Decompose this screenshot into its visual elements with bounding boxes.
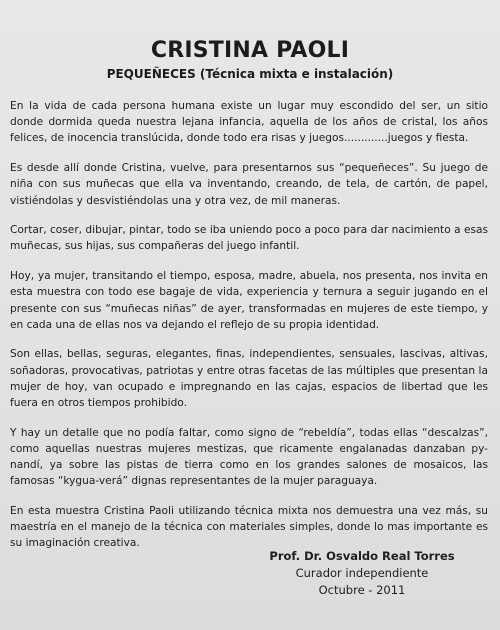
paragraph-7: En esta muestra Cristina Paoli utilizando técnica mixta nos demuestra una vez más, su maestría en el manejo de la técnica con materiales simples, donde lo mas importante es su imaginación creativa. xyxy=(10,505,488,550)
page-subtitle: PEQUEÑECES (Técnica mixta e instalación) xyxy=(106,67,394,81)
paragraph-2: Es desde allí donde Cristina, vuelve, para presentarnos sus “pequeñeces”. Su juego de niña con sus muñecas que ella va inventando, creando, de tela, de cartón, de papel, vistiéndolas y desvistiéndolas una y otra vez, de mil maneras. xyxy=(10,162,488,207)
signature-block xyxy=(252,548,472,599)
paragraph-5: Son ellas, bellas, seguras, elegantes, finas, independientes, sensuales, lascivas, altivas, soñadoras, provocativas, patriotas y entre otras facetas de las múltiples que presentan la mujer de hoy, van ocupado e impregnando en las cajas, espacios de libertad que les fuera en otros tiempos prohibido. xyxy=(10,348,488,410)
paragraph-1: En la vida de cada persona humana existe un lugar muy escondido del ser, un sitio donde dormida queda nuestra lejana infancia, aquella de los años de cristal, los años felices, de inocencia translúcida, donde todo era risas y juegos.............juegos y fiesta. xyxy=(10,100,488,145)
paragraph-4: Hoy, ya mujer, transitando el tiempo, esposa, madre, abuela, nos presenta, nos invita en esta muestra con todo ese bagaje de vida, experiencia y ternura a seguir jugando en el presente con sus “muñecas niñas” de ayer, transformadas en mujeres de este tiempo, y en cada una de ellas nos va dejando el reflejo de su propia identidad. xyxy=(10,270,488,331)
paragraph-6: Y hay un detalle que no podía faltar, como signo de “rebeldía”, todas ellas “descalzas”, como aquellas nuestras mujeres mestizas, que ricamente engalanadas danzaban py-nandí, ya sobre las pistas de tierra como en los grandes salones de mosaicos, las famosas “kygua-verá” dignas representantes de la mujer paraguaya. xyxy=(10,426,488,488)
paragraph-3: Cortar, coser, dibujar, pintar, todo se iba uniendo poco a poco para dar nacimiento a esas muñecas, sus hijas, sus compañeras del juego infantil. xyxy=(10,224,488,253)
signature-role: Curador independiente xyxy=(295,566,429,580)
body-text xyxy=(10,98,488,565)
signature-date: Octubre - 2011 xyxy=(318,583,406,597)
page-title: CRISTINA PAOLI xyxy=(150,38,350,63)
signature-name: Prof. Dr. Osvaldo Real Torres xyxy=(269,549,455,563)
